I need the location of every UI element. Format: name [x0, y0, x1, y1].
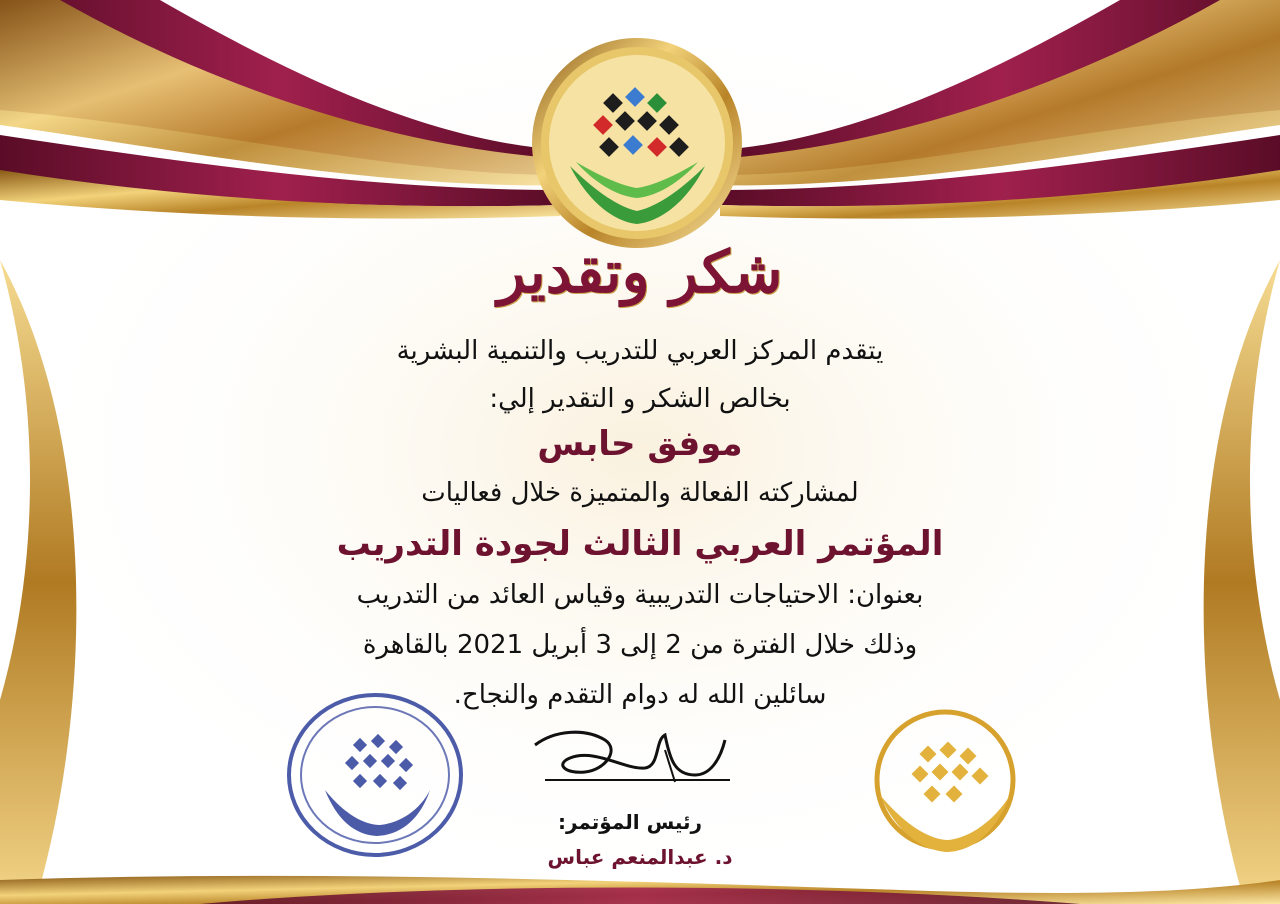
wishes-line: سائلين الله له دوام التقدم والنجاح.: [453, 680, 827, 710]
center-logo: [530, 36, 744, 250]
recipient-name: موفق حابس: [537, 424, 743, 464]
topic-line: بعنوان: الاحتياجات التدريبية وقياس العائد من التدريب: [356, 580, 924, 610]
signature-role: رئيس المؤتمر:: [557, 810, 703, 834]
certificate-title: شكر وتقدير: [497, 238, 783, 306]
date-line: وذلك خلال الفترة من 2 إلى 3 أبريل 2021 بالقاهرة: [362, 630, 918, 660]
conference-name: المؤتمر العربي الثالث لجودة التدريب: [336, 524, 944, 564]
presenter-line: يتقدم المركز العربي للتدريب والتنمية البشرية: [396, 336, 884, 366]
gold-seal: [850, 700, 1040, 860]
participation-line: لمشاركته الفعالة والمتميزة خلال فعاليات: [421, 478, 859, 508]
blue-stamp: [285, 690, 465, 860]
thanks-line: بخالص الشكر و التقدير إلي:: [489, 384, 791, 414]
signature-name: د. عبدالمنعم عباس: [547, 845, 733, 869]
signature-image: [525, 720, 735, 805]
